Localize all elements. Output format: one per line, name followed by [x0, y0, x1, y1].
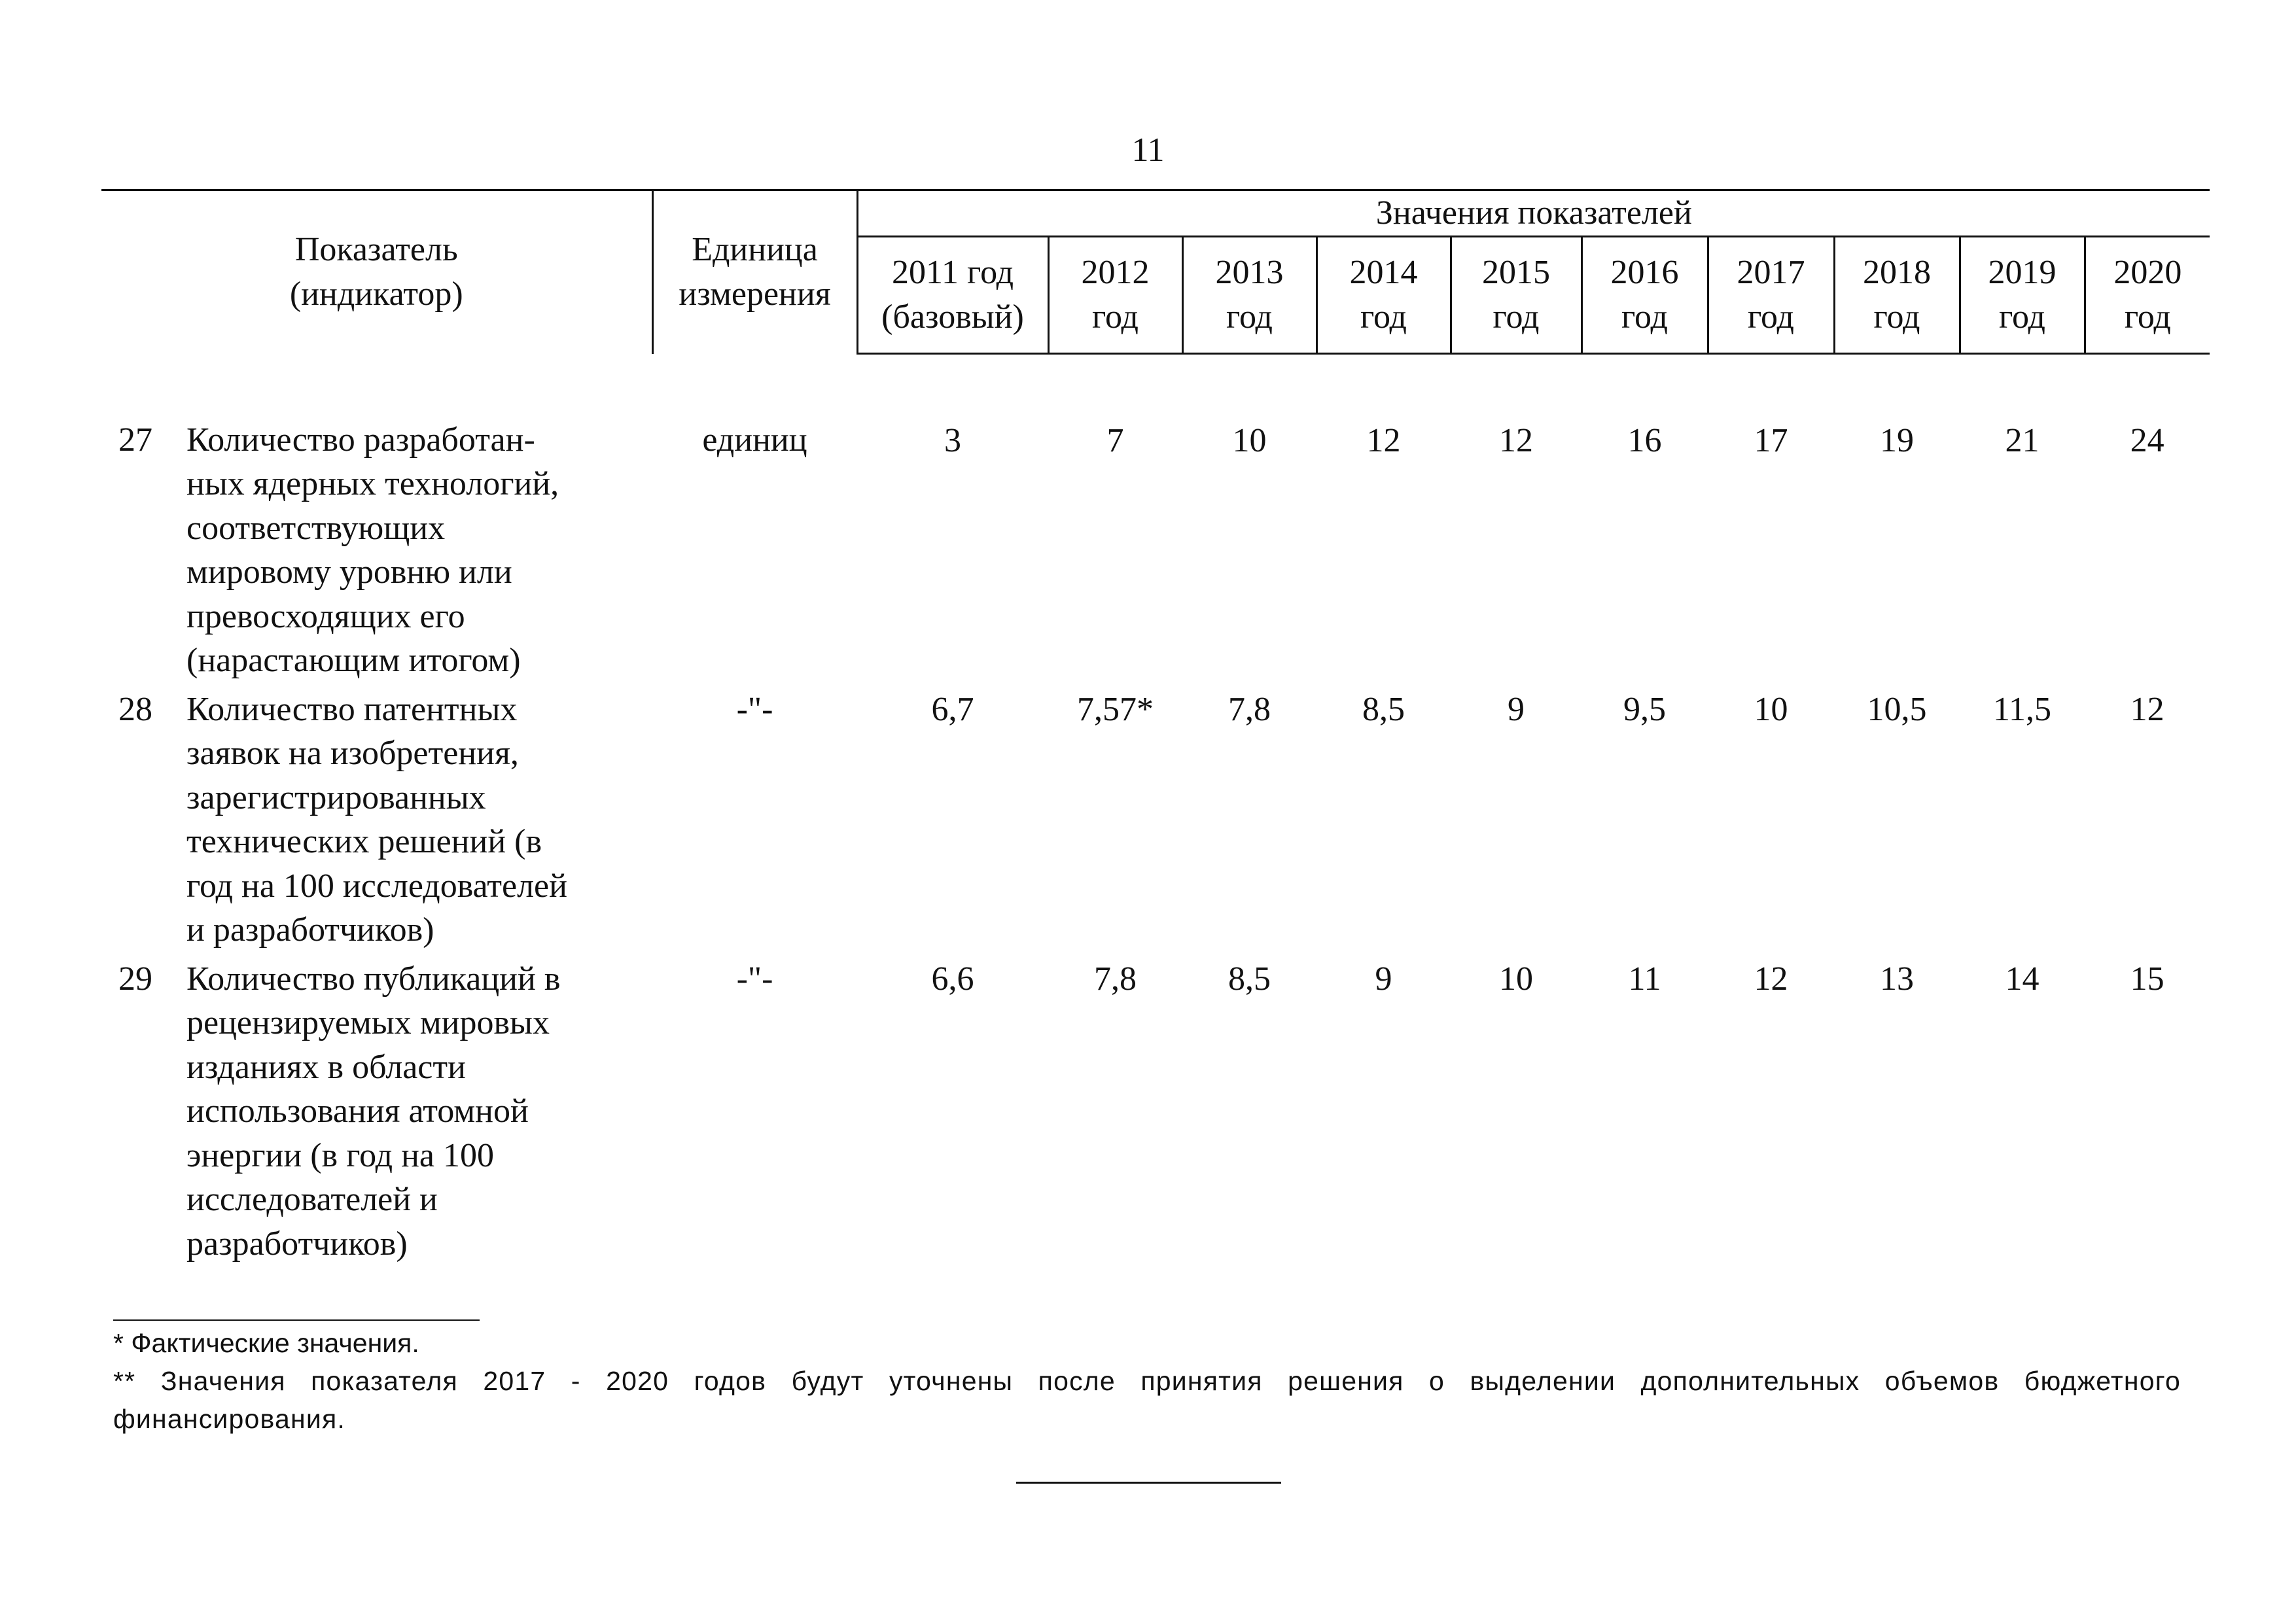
cell-value: 15 — [2130, 960, 2164, 998]
cell-value: 11,5 — [1992, 690, 2052, 728]
header-year-2020: 2020 год — [2085, 237, 2210, 354]
cell-value: 7,8 — [1228, 690, 1271, 728]
cell-value: 12 — [2130, 690, 2164, 728]
row-unit: единиц — [702, 421, 807, 459]
header-year-2017: 2017 год — [1708, 237, 1834, 354]
row-indicator: Количество публикаций в рецензируемых мировых изданиях в области использования атомной энергии (в год на 100 исследователей и разработчиков) — [186, 960, 561, 1263]
header-year-2015: 2015 год — [1451, 237, 1581, 354]
header-unit — [652, 190, 857, 354]
table-row — [101, 354, 2210, 688]
end-divider — [1016, 1482, 1281, 1484]
page-number: 11 — [1131, 131, 1165, 169]
cell-value: 12 — [1366, 422, 1401, 459]
cell-value: 24 — [2130, 422, 2164, 459]
header-year-2019: 2019 год — [1960, 237, 2085, 354]
footnote-divider — [113, 1319, 480, 1321]
cell-value: 12 — [1754, 960, 1788, 998]
header-year-2011: 2011 год (базовый) — [857, 237, 1048, 354]
cell-value: 7 — [1106, 422, 1124, 459]
indicators-table-container — [101, 189, 2210, 1270]
cell-value: 8,5 — [1228, 960, 1271, 998]
cell-value: 13 — [1880, 960, 1914, 998]
row-number: 27 — [118, 421, 152, 459]
cell-value: 8,5 — [1362, 690, 1405, 728]
cell-value: 17 — [1754, 422, 1788, 459]
header-year-2013: 2013 год — [1182, 237, 1316, 354]
cell-value: 10,5 — [1867, 690, 1927, 728]
table-header — [101, 190, 2210, 354]
indicators-table — [101, 189, 2210, 1270]
header-year-2018: 2018 год — [1834, 237, 1960, 354]
cell-value: 21 — [2005, 422, 2040, 459]
header-indicator-label: Показатель (индикатор) — [289, 231, 463, 313]
footnote-actual-values: * Фактические значения. — [113, 1328, 419, 1358]
cell-value: 6,7 — [931, 690, 974, 728]
row-indicator: Количество разработан- ных ядерных технологий, соответствующих мировому уровню или превосходящих его (нарастающим итогом) — [186, 421, 559, 679]
header-year-2012: 2012 год — [1048, 237, 1182, 354]
footnote-values-note: ** Значения показателя 2017 - 2020 годов будут уточнены после принятия решения о выделении дополнительных объемов бюджетного финансирования. — [113, 1366, 2181, 1434]
cell-value: 7,8 — [1094, 960, 1137, 998]
header-unit-label: Единица измерения — [679, 231, 831, 313]
table-row — [101, 688, 2210, 957]
cell-value: 9 — [1508, 690, 1525, 728]
header-year-2014: 2014 год — [1316, 237, 1451, 354]
header-year-2016: 2016 год — [1581, 237, 1708, 354]
row-unit: -"- — [736, 690, 773, 728]
cell-value: 10 — [1232, 422, 1267, 459]
cell-value: 14 — [2005, 960, 2040, 998]
header-values: Значения показателей — [857, 190, 2210, 237]
cell-value: 12 — [1499, 422, 1533, 459]
row-indicator: Количество патентных заявок на изобретения, зарегистрированных технических решений (в год на 100 исследователей и разработчиков) — [186, 690, 567, 949]
cell-value: 19 — [1880, 422, 1914, 459]
table-body — [101, 354, 2210, 1271]
row-number: 28 — [118, 690, 152, 728]
cell-value: 3 — [944, 422, 961, 459]
cell-value: 9,5 — [1623, 690, 1666, 728]
row-unit: -"- — [736, 960, 773, 998]
header-indicator — [101, 190, 652, 354]
cell-value: 7,57* — [1077, 690, 1154, 728]
cell-value: 10 — [1754, 690, 1788, 728]
row-number: 29 — [118, 960, 152, 998]
cell-value: 16 — [1627, 422, 1662, 459]
cell-value: 6,6 — [931, 960, 974, 998]
cell-value: 11 — [1628, 960, 1661, 998]
table-row — [101, 957, 2210, 1271]
footnotes — [113, 1324, 2181, 1438]
cell-value: 9 — [1375, 960, 1392, 998]
cell-value: 10 — [1499, 960, 1533, 998]
